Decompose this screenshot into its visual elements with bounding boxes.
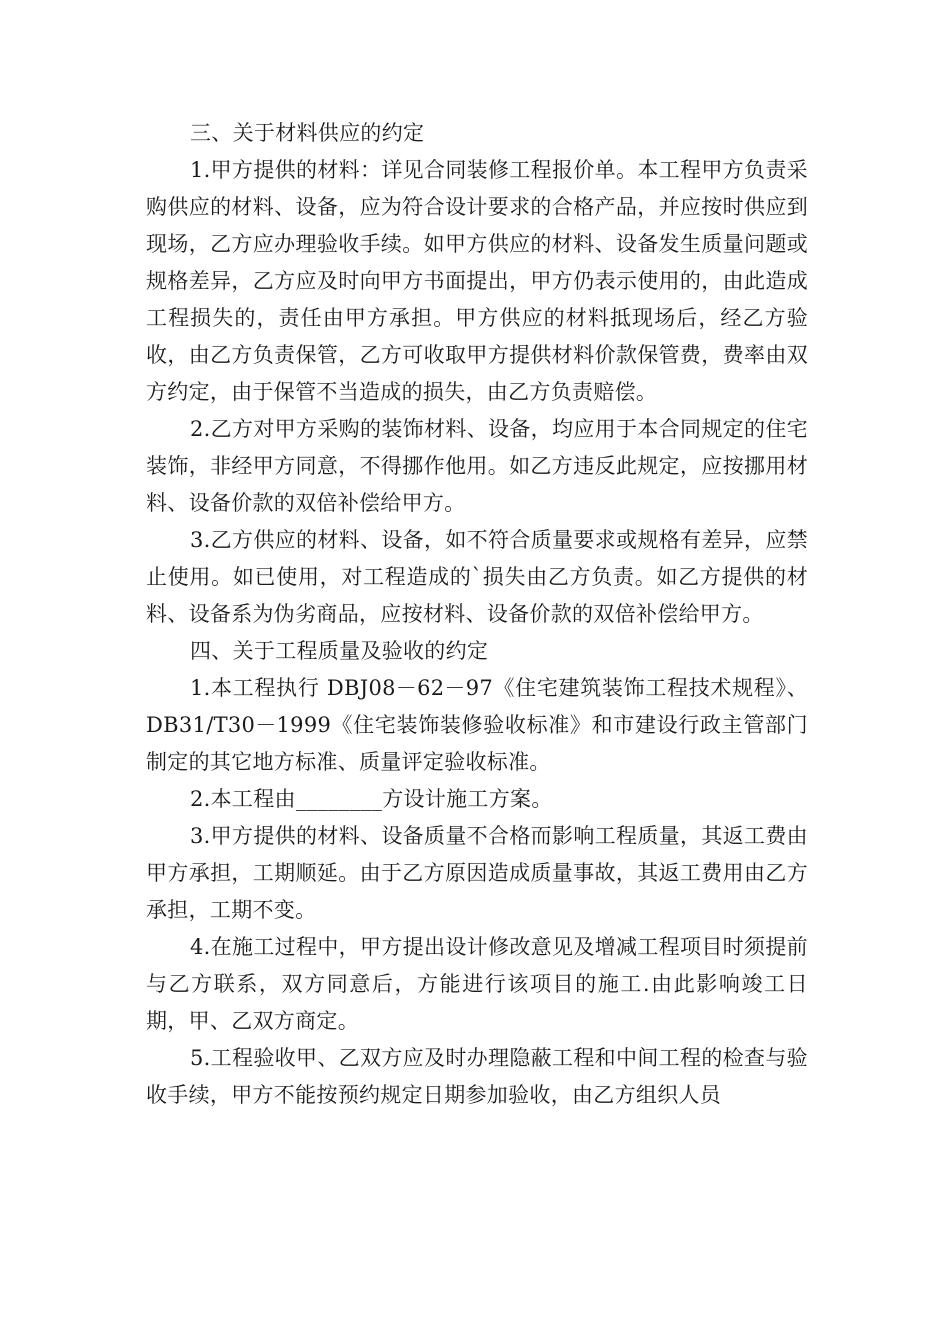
clause-paragraph: 1.甲方提供的材料：详见合同装修工程报价单。本工程甲方负责采购供应的材料、设备，应为符合设计要求的合格产品，并应按时供应到现场，乙方应办理验收手续。如甲方供应的材料、设备发生质量问题或规格差异，乙方应及时向甲方书面提出，甲方仍表示使用的，由此造成工程损失的，责任由甲方承担。甲方供应的材料抵现场后，经乙方验收，由乙方负责保管，乙方可收取甲方提供材料价款保管费，费率由双方约定，由于保管不当造成的损失，由乙方负责赔偿。 [146, 158, 808, 404]
clause-paragraph: 3.乙方供应的材料、设备，如不符合质量要求或规格有差异，应禁止使用。如已使用，对工程造成的`损失由乙方负责。如乙方提供的材料、设备系为伪劣商品，应按材料、设备价款的双倍补偿给甲方。 [146, 528, 808, 626]
clause-paragraph: 2.乙方对甲方采购的装饰材料、设备，均应用于本合同规定的住宅装饰，非经甲方同意，不得挪作他用。如乙方违反此规定，应按挪用材料、设备价款的双倍补偿给甲方。 [146, 417, 808, 515]
section-heading-materials: 三、关于材料供应的约定 [190, 121, 425, 145]
clause-paragraph: 3.甲方提供的材料、设备质量不合格而影响工程质量，其返工费由甲方承担，工期顺延。由于乙方原因造成质量事故，其返工费用由乙方承担，工期不变。 [146, 824, 808, 922]
section-heading-quality: 四、关于工程质量及验收的约定 [190, 639, 489, 663]
clause-paragraph: 4.在施工过程中，甲方提出设计修改意见及增减工程项目时须提前与乙方联系，双方同意后，方能进行该项目的施工.由此影响竣工日期，甲、乙双方商定。 [146, 935, 808, 1033]
clause-paragraph: 5.工程验收甲、乙双方应及时办理隐蔽工程和中间工程的检查与验收手续，甲方不能按预约规定日期参加验收，由乙方组织人员 [146, 1046, 808, 1107]
document-page [146, 115, 808, 1114]
clause-paragraph: 2.本工程由________方设计施工方案。 [190, 787, 553, 811]
clause-paragraph: 1.本工程执行 DBJ08－62－97《住宅建筑装饰工程技术规程》、DB31/T30－1999《住宅装饰装修验收标准》和市建设行政主管部门制定的其它地方标准、质量评定验收标准。 [146, 676, 808, 774]
